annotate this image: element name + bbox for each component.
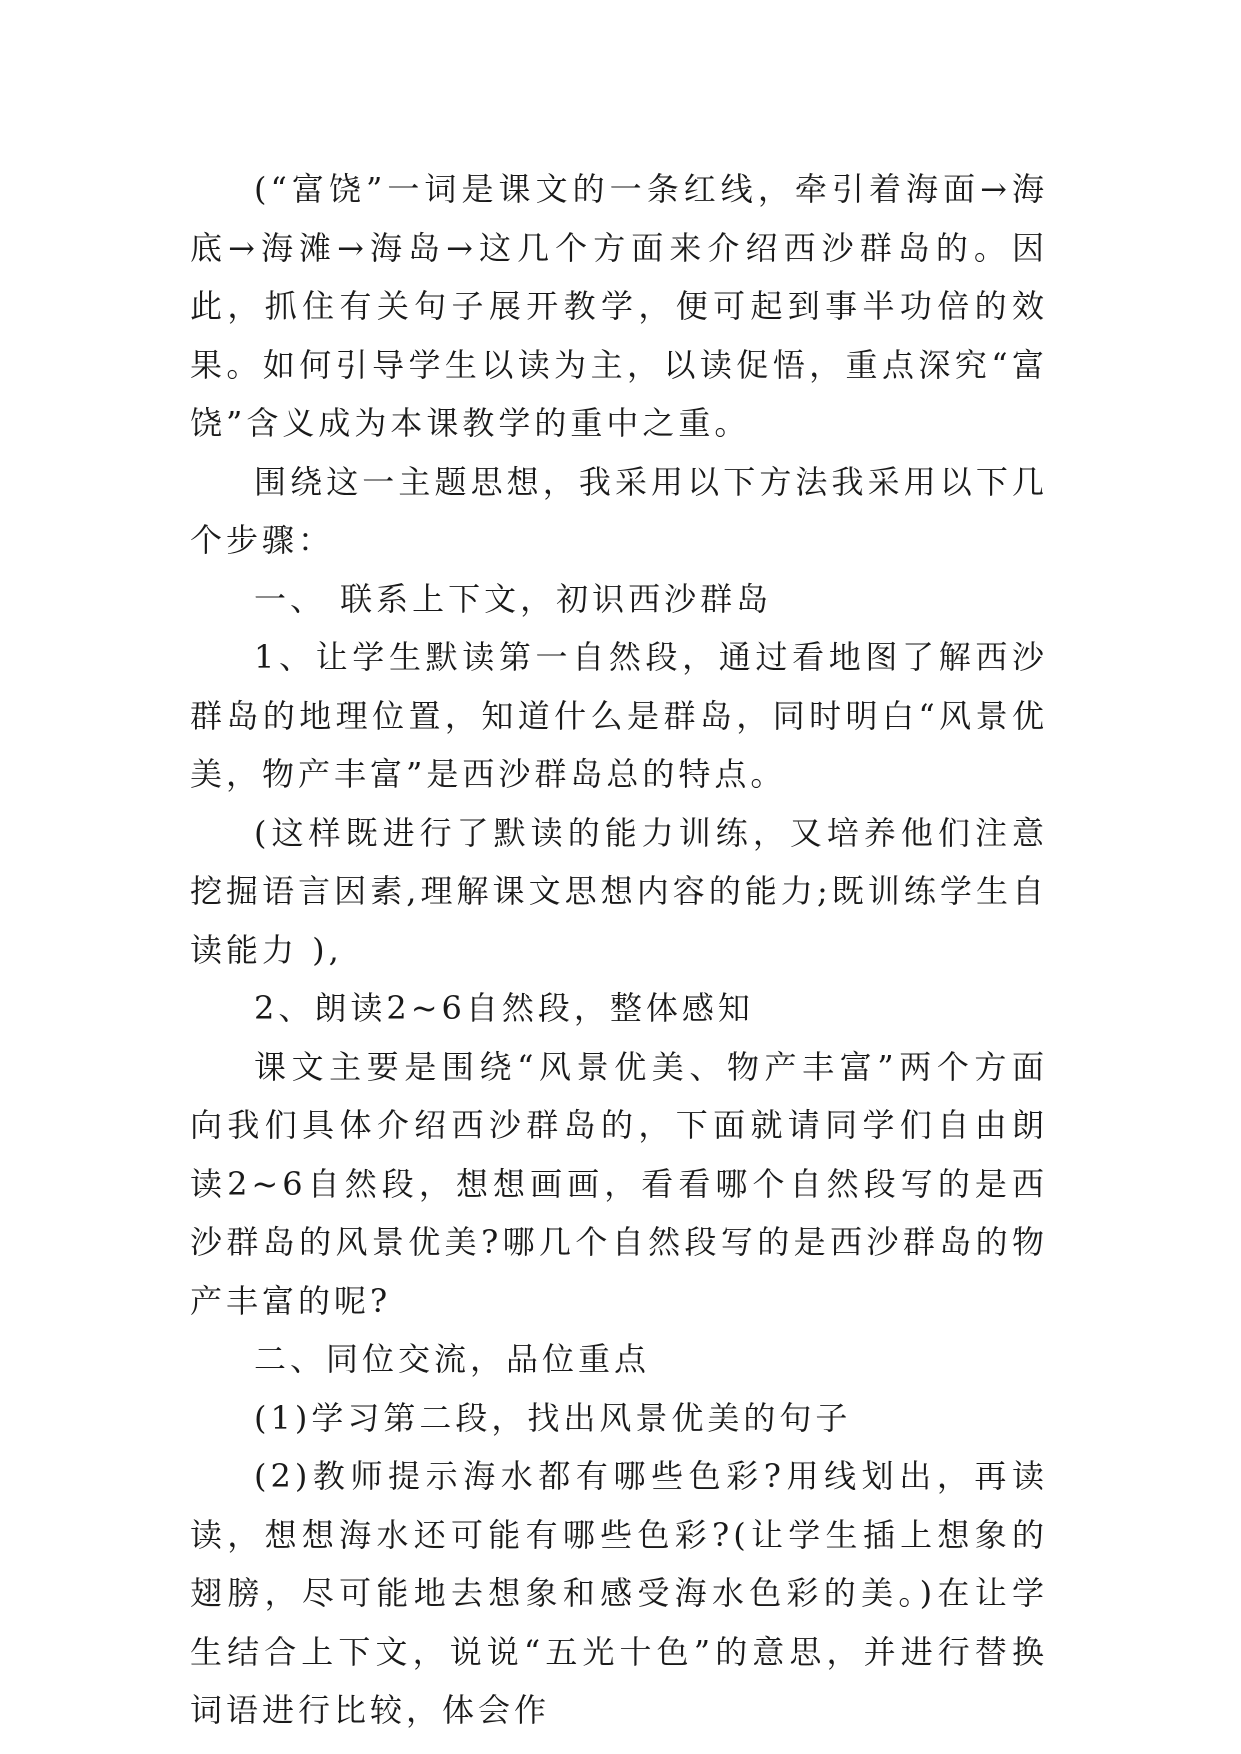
paragraph-steps-intro: 围绕这一主题思想，我采用以下方法我采用以下几个步骤：: [190, 462, 1048, 559]
paragraph-item-2: (2)教师提示海水都有哪些色彩?用线划出，再读读，想想海水还可能有哪些色彩?(让学生插上想象的翅膀，尽可能地去想象和感受海水色彩的美。)在让学生结合上下文，说说“五光十色”的意思，并进行替换词语进行比较，体会作: [190, 1457, 1048, 1729]
paragraph-note: (这样既进行了默读的能力训练，又培养他们注意挖掘语言因素,理解课文思想内容的能力;既训练学生自读能力 ),: [190, 813, 1048, 969]
paragraph-item-1: (1)学习第二段，找出风景优美的句子: [254, 1398, 852, 1437]
paragraph-text-overview: 课文主要是围绕“风景优美、物产丰富”两个方面向我们具体介绍西沙群岛的，下面就请同学们自由朗读2~6自然段，想想画画，看看哪个自然段写的是西沙群岛的风景优美?哪几个自然段写的是西沙群岛的物产丰富的呢?: [190, 1047, 1048, 1320]
section-heading-one: 一、 联系上下文，初识西沙群岛: [254, 579, 773, 618]
paragraph-intro: (“富饶”一词是课文的一条红线，牵引着海面→海底→海滩→海岛→这几个方面来介绍西沙群岛的。因此，抓住有关句子展开教学，便可起到事半功倍的效果。如何引导学生以读为主，以读促悟，重点深究“富饶”含义成为本课教学的重中之重。: [190, 170, 1048, 442]
paragraph-step-1: 1、让学生默读第一自然段，通过看地图了解西沙群岛的地理位置，知道什么是群岛，同时明白“风景优美，物产丰富”是西沙群岛总的特点。: [190, 638, 1048, 793]
document-body: [190, 160, 1048, 1740]
section-heading-two: 二、同位交流，品位重点: [254, 1340, 651, 1378]
paragraph-step-2: 2、朗读2~6自然段，整体感知: [254, 989, 754, 1027]
